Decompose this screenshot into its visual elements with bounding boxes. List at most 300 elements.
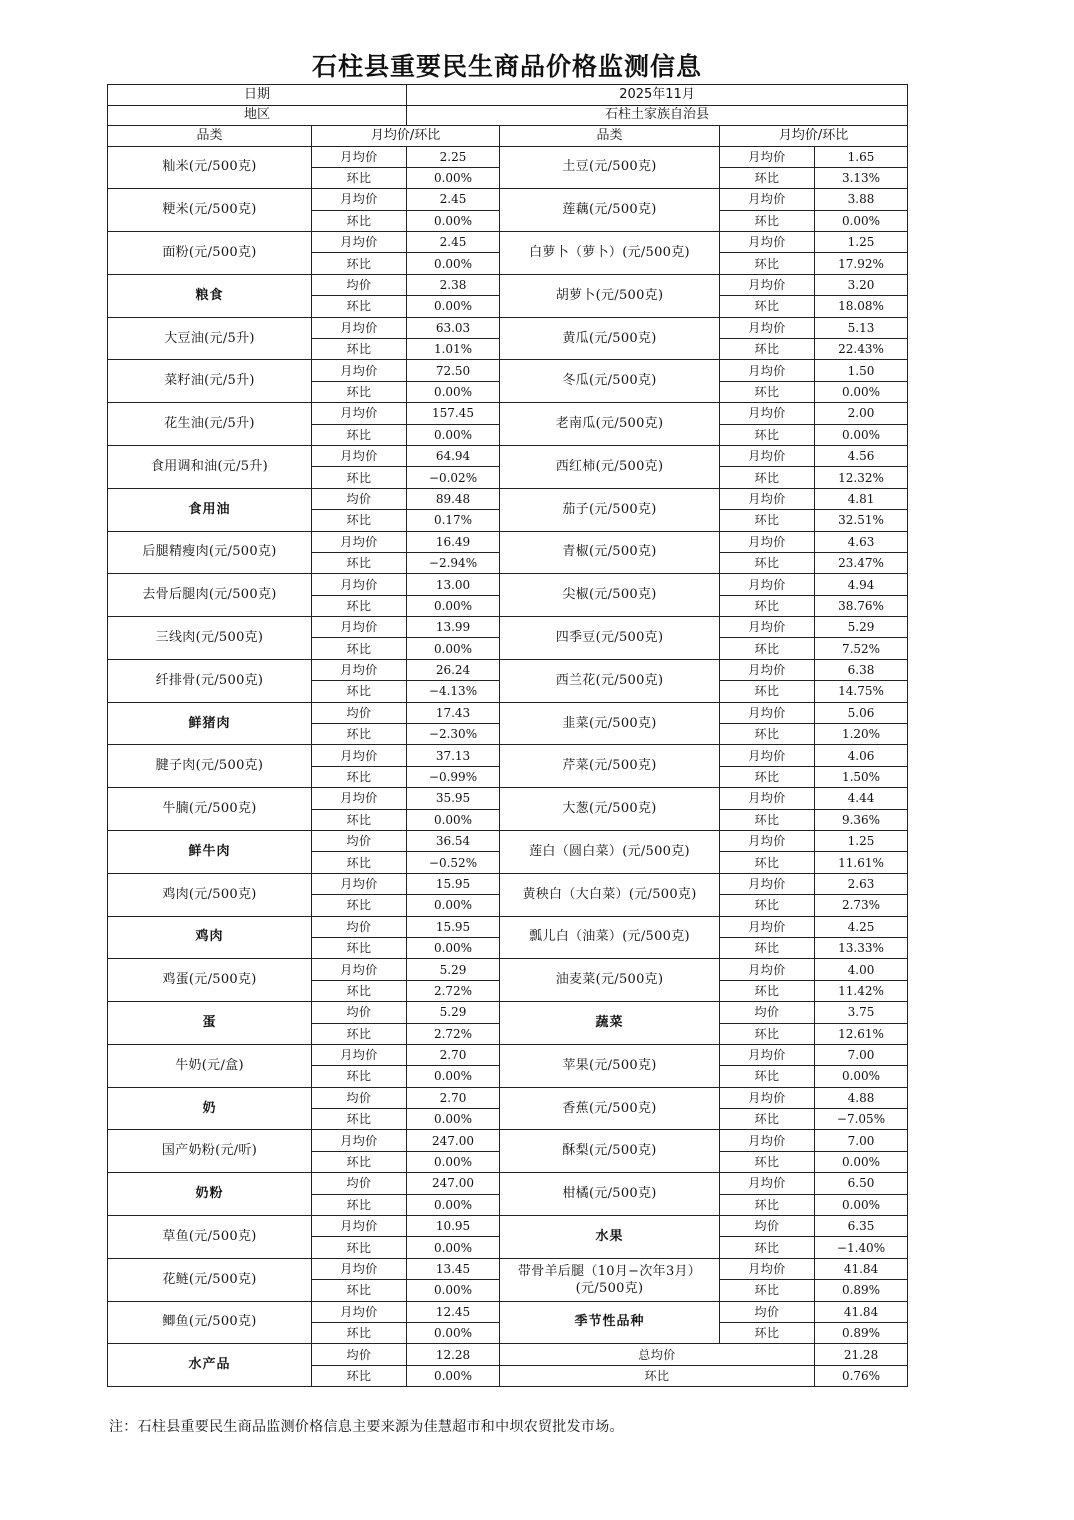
category-name: 鲜猪肉	[108, 702, 312, 745]
region-value: 石柱土家族自治县	[407, 105, 908, 126]
price-value: 89.48	[407, 488, 500, 509]
price-value: 6.35	[815, 1216, 908, 1237]
change-label: 环比	[312, 980, 407, 1001]
price-value: 4.44	[815, 788, 908, 809]
price-value: 2.45	[407, 189, 500, 210]
date-label: 日期	[108, 85, 407, 106]
category-name: 季节性品种	[500, 1301, 720, 1344]
item-name: 瓢儿白（油菜）(元/500克)	[500, 916, 720, 959]
price-value: 72.50	[407, 360, 500, 381]
table-row	[108, 360, 908, 381]
change-label: 环比	[312, 167, 407, 188]
category-name: 奶粉	[108, 1173, 312, 1216]
page-title: 石柱县重要民生商品价格监测信息	[311, 52, 702, 81]
change-value: 0.00%	[407, 1237, 500, 1258]
price-value: 247.00	[407, 1130, 500, 1151]
price-label: 月均价	[720, 831, 815, 852]
price-value: 2.38	[407, 274, 500, 295]
item-name: 食用调和油(元/5升)	[108, 445, 312, 488]
price-value: 13.45	[407, 1258, 500, 1279]
price-value: 16.49	[407, 531, 500, 552]
price-value: 12.28	[407, 1344, 500, 1365]
item-name: 四季豆(元/500克)	[500, 617, 720, 660]
change-value: 0.00%	[407, 1151, 500, 1172]
change-label: 环比	[720, 1023, 815, 1044]
price-value: 13.99	[407, 617, 500, 638]
price-label: 月均价	[312, 745, 407, 766]
table-row	[108, 1002, 908, 1023]
price-value: 63.03	[407, 317, 500, 338]
change-value: 0.00%	[815, 1194, 908, 1215]
change-value: 38.76%	[815, 595, 908, 616]
price-value: 7.00	[815, 1044, 908, 1065]
price-label: 均价	[312, 1087, 407, 1108]
table-row	[108, 1130, 908, 1151]
change-label: 环比	[720, 381, 815, 402]
item-name: 黄秧白（大白菜）(元/500克)	[500, 873, 720, 916]
item-name: 柑橘(元/500克)	[500, 1173, 720, 1216]
price-value: 5.29	[407, 959, 500, 980]
price-label: 月均价	[720, 873, 815, 894]
price-label: 均价	[312, 488, 407, 509]
price-label: 均价	[312, 274, 407, 295]
price-value: 41.84	[815, 1301, 908, 1322]
price-label: 均价	[312, 916, 407, 937]
item-name: 鸡蛋(元/500克)	[108, 959, 312, 1002]
price-label: 月均价	[720, 702, 815, 723]
change-label: 环比	[312, 724, 407, 745]
price-label: 月均价	[720, 1258, 815, 1279]
price-label: 月均价	[312, 659, 407, 680]
change-label: 环比	[312, 1365, 407, 1386]
price-label: 月均价	[720, 916, 815, 937]
change-label: 环比	[312, 895, 407, 916]
item-name: 鲫鱼(元/500克)	[108, 1301, 312, 1344]
price-value: 37.13	[407, 745, 500, 766]
price-value: 3.75	[815, 1002, 908, 1023]
item-name: 三线肉(元/500克)	[108, 617, 312, 660]
change-label: 环比	[720, 1151, 815, 1172]
change-value: 0.00%	[407, 1066, 500, 1087]
change-label: 环比	[720, 852, 815, 873]
change-value: 14.75%	[815, 681, 908, 702]
price-value: 2.63	[815, 873, 908, 894]
price-value: 15.95	[407, 873, 500, 894]
price-value: 5.06	[815, 702, 908, 723]
table-row	[108, 1258, 908, 1279]
price-label: 月均价	[720, 959, 815, 980]
price-value: 13.00	[407, 574, 500, 595]
item-name: 黄瓜(元/500克)	[500, 317, 720, 360]
change-value: 2.73%	[815, 895, 908, 916]
change-label: 环比	[312, 424, 407, 445]
region-row	[108, 105, 908, 126]
change-value: 0.00%	[407, 167, 500, 188]
item-name: 菜籽油(元/5升)	[108, 360, 312, 403]
change-value: −0.02%	[407, 467, 500, 488]
item-name: 籼米(元/500克)	[108, 146, 312, 189]
price-value: 10.95	[407, 1216, 500, 1237]
price-label: 月均价	[312, 788, 407, 809]
price-value: 4.25	[815, 916, 908, 937]
item-name: 鸡肉(元/500克)	[108, 873, 312, 916]
item-name: 土豆(元/500克)	[500, 146, 720, 189]
item-name: 花生油(元/5升)	[108, 403, 312, 446]
item-name: 白萝卜（萝卜）(元/500克)	[500, 232, 720, 275]
item-name: 香蕉(元/500克)	[500, 1087, 720, 1130]
change-label: 环比	[312, 1194, 407, 1215]
price-label: 均价	[720, 1002, 815, 1023]
change-label: 环比	[312, 1322, 407, 1343]
price-label: 月均价	[312, 574, 407, 595]
price-value: 1.25	[815, 232, 908, 253]
change-value: 0.00%	[407, 424, 500, 445]
table-row	[108, 274, 908, 295]
item-name: 莲藕(元/500克)	[500, 189, 720, 232]
price-label: 月均价	[312, 189, 407, 210]
table-row	[108, 232, 908, 253]
change-label: 环比	[720, 510, 815, 531]
price-label: 月均价	[720, 317, 815, 338]
price-value: 17.43	[407, 702, 500, 723]
price-value: 6.50	[815, 1173, 908, 1194]
item-name: 韭菜(元/500克)	[500, 702, 720, 745]
column-header-row	[108, 126, 908, 147]
change-value: 17.92%	[815, 253, 908, 274]
table-row	[108, 702, 908, 723]
change-label: 环比	[720, 552, 815, 573]
price-value: 157.45	[407, 403, 500, 424]
price-value: 2.45	[407, 232, 500, 253]
change-value: 0.00%	[407, 1280, 500, 1301]
price-label: 月均价	[312, 403, 407, 424]
table-row	[108, 959, 908, 980]
table-row	[108, 488, 908, 509]
change-value: 7.52%	[815, 638, 908, 659]
price-value: 26.24	[407, 659, 500, 680]
table-row	[108, 445, 908, 466]
change-label: 环比	[720, 167, 815, 188]
change-label: 环比	[312, 1280, 407, 1301]
item-name: 芹菜(元/500克)	[500, 745, 720, 788]
item-name: 粳米(元/500克)	[108, 189, 312, 232]
price-value: 4.81	[815, 488, 908, 509]
price-value: 6.38	[815, 659, 908, 680]
change-value: 0.00%	[815, 381, 908, 402]
price-value: 12.45	[407, 1301, 500, 1322]
price-label: 均价	[312, 1173, 407, 1194]
price-label: 月均价	[312, 1130, 407, 1151]
table-row	[108, 1216, 908, 1237]
price-table	[107, 84, 908, 1387]
item-name: 后腿精瘦肉(元/500克)	[108, 531, 312, 574]
price-value: 4.94	[815, 574, 908, 595]
price-value: 36.54	[407, 831, 500, 852]
item-name: 茄子(元/500克)	[500, 488, 720, 531]
change-value: 13.33%	[815, 937, 908, 958]
change-label: 环比	[720, 681, 815, 702]
price-header-right: 月均价/环比	[720, 126, 908, 147]
change-label: 环比	[720, 595, 815, 616]
price-label: 月均价	[312, 959, 407, 980]
price-label: 月均价	[720, 189, 815, 210]
price-label: 月均价	[720, 617, 815, 638]
change-label: 环比	[720, 339, 815, 360]
table-row	[108, 146, 908, 167]
change-value: 18.08%	[815, 296, 908, 317]
price-label: 月均价	[720, 146, 815, 167]
item-name: 胡萝卜(元/500克)	[500, 274, 720, 317]
price-label: 月均价	[720, 788, 815, 809]
category-name: 蛋	[108, 1002, 312, 1045]
price-value: 4.63	[815, 531, 908, 552]
price-label: 月均价	[720, 1130, 815, 1151]
table-row	[108, 403, 908, 424]
price-label: 月均价	[312, 531, 407, 552]
change-label: 环比	[312, 1237, 407, 1258]
price-header-left: 月均价/环比	[312, 126, 500, 147]
table-row	[108, 317, 908, 338]
change-label: 环比	[720, 1109, 815, 1130]
category-name: 食用油	[108, 488, 312, 531]
price-label: 月均价	[720, 232, 815, 253]
price-label: 均价	[312, 702, 407, 723]
price-value: 5.13	[815, 317, 908, 338]
table-row	[108, 531, 908, 552]
change-value: 1.20%	[815, 724, 908, 745]
price-label: 均价	[312, 1002, 407, 1023]
price-value: 35.95	[407, 788, 500, 809]
change-value: 1.50%	[815, 766, 908, 787]
change-value: −2.30%	[407, 724, 500, 745]
price-label: 月均价	[720, 659, 815, 680]
price-value: 4.56	[815, 445, 908, 466]
item-name: 草鱼(元/500克)	[108, 1216, 312, 1259]
change-value: 0.17%	[407, 510, 500, 531]
price-value: 5.29	[815, 617, 908, 638]
change-label: 环比	[720, 980, 815, 1001]
price-value: 2.25	[407, 146, 500, 167]
footnote: 注：石柱县重要民生商品监测价格信息主要来源为佳慧超市和中坝农贸批发市场。	[109, 1419, 624, 1435]
item-name: 酥梨(元/500克)	[500, 1130, 720, 1173]
date-value: 2025年11月	[407, 85, 908, 106]
change-label: 环比	[720, 1194, 815, 1215]
item-name: 西兰花(元/500克)	[500, 659, 720, 702]
change-label: 环比	[312, 766, 407, 787]
change-value: 0.00%	[407, 1194, 500, 1215]
item-name: 老南瓜(元/500克)	[500, 403, 720, 446]
date-row	[108, 85, 908, 106]
table-row	[108, 1087, 908, 1108]
change-label: 环比	[720, 1280, 815, 1301]
item-name: 面粉(元/500克)	[108, 232, 312, 275]
change-label: 环比	[720, 809, 815, 830]
item-name: 尖椒(元/500克)	[500, 574, 720, 617]
change-value: 0.00%	[815, 424, 908, 445]
change-label: 环比	[720, 296, 815, 317]
table-row	[108, 831, 908, 852]
change-value: 12.61%	[815, 1023, 908, 1044]
price-label: 月均价	[312, 873, 407, 894]
table-row	[108, 745, 908, 766]
change-label: 环比	[312, 552, 407, 573]
price-value: 15.95	[407, 916, 500, 937]
change-label: 环比	[720, 724, 815, 745]
item-name: 去骨后腿肉(元/500克)	[108, 574, 312, 617]
price-label: 月均价	[720, 274, 815, 295]
price-label: 月均价	[312, 445, 407, 466]
price-label: 月均价	[720, 1087, 815, 1108]
change-label: 环比	[720, 638, 815, 659]
price-label: 月均价	[312, 1258, 407, 1279]
change-value: −0.99%	[407, 766, 500, 787]
price-label: 月均价	[720, 531, 815, 552]
price-label: 均价	[720, 1216, 815, 1237]
price-label: 月均价	[312, 360, 407, 381]
price-value: 2.00	[815, 403, 908, 424]
table-row	[108, 189, 908, 210]
change-label: 环比	[312, 467, 407, 488]
price-label: 月均价	[312, 146, 407, 167]
change-value: 0.00%	[407, 253, 500, 274]
change-value: 22.43%	[815, 339, 908, 360]
table-row	[108, 574, 908, 595]
price-label: 月均价	[720, 1044, 815, 1065]
total-average-value: 21.28	[815, 1344, 908, 1365]
change-value: 0.00%	[407, 895, 500, 916]
price-label: 均价	[312, 1344, 407, 1365]
change-label: 环比	[720, 937, 815, 958]
table-row	[108, 1173, 908, 1194]
change-label: 环比	[312, 1109, 407, 1130]
price-label: 月均价	[720, 574, 815, 595]
change-label: 环比	[720, 895, 815, 916]
item-name: 莲白（圆白菜）(元/500克)	[500, 831, 720, 874]
category-name: 鸡肉	[108, 916, 312, 959]
total-change-value: 0.76%	[815, 1365, 908, 1386]
price-value: 1.65	[815, 146, 908, 167]
change-label: 环比	[312, 510, 407, 531]
change-value: 0.00%	[407, 595, 500, 616]
category-name: 水果	[500, 1216, 720, 1259]
price-label: 月均价	[312, 317, 407, 338]
price-label: 月均价	[312, 1216, 407, 1237]
category-name: 粮食	[108, 274, 312, 317]
price-label: 月均价	[720, 360, 815, 381]
price-value: 1.50	[815, 360, 908, 381]
change-value: 3.13%	[815, 167, 908, 188]
table-row	[108, 873, 908, 894]
item-name: 大葱(元/500克)	[500, 788, 720, 831]
change-label: 环比	[720, 766, 815, 787]
change-value: 23.47%	[815, 552, 908, 573]
change-value: 2.72%	[407, 1023, 500, 1044]
change-label: 环比	[312, 339, 407, 360]
total-change-label: 环比	[500, 1365, 815, 1386]
change-value: −0.52%	[407, 852, 500, 873]
change-value: 11.42%	[815, 980, 908, 1001]
item-name: 带骨羊后腿（10月−次年3月）(元/500克)	[500, 1258, 720, 1301]
region-label: 地区	[108, 105, 407, 126]
item-name: 苹果(元/500克)	[500, 1044, 720, 1087]
table-row	[108, 1044, 908, 1065]
change-value: 1.01%	[407, 339, 500, 360]
item-name: 大豆油(元/5升)	[108, 317, 312, 360]
change-label: 环比	[312, 809, 407, 830]
table-row	[108, 1301, 908, 1322]
change-value: −4.13%	[407, 681, 500, 702]
category-name: 水产品	[108, 1344, 312, 1387]
price-value: 7.00	[815, 1130, 908, 1151]
price-value: 4.00	[815, 959, 908, 980]
item-name: 牛腩(元/500克)	[108, 788, 312, 831]
price-value: 64.94	[407, 445, 500, 466]
price-value: 3.88	[815, 189, 908, 210]
price-label: 月均价	[720, 488, 815, 509]
change-label: 环比	[312, 1023, 407, 1044]
price-value: 247.00	[407, 1173, 500, 1194]
item-name: 西红柿(元/500克)	[500, 445, 720, 488]
change-value: 12.32%	[815, 467, 908, 488]
change-label: 环比	[312, 296, 407, 317]
change-label: 环比	[312, 210, 407, 231]
table-row	[108, 916, 908, 937]
change-label: 环比	[720, 1237, 815, 1258]
price-label: 月均价	[720, 1173, 815, 1194]
price-label: 月均价	[720, 445, 815, 466]
price-label: 均价	[312, 831, 407, 852]
change-value: 0.00%	[407, 937, 500, 958]
change-value: 11.61%	[815, 852, 908, 873]
change-value: 2.72%	[407, 980, 500, 1001]
category-name: 鲜牛肉	[108, 831, 312, 874]
item-name: 牛奶(元/盒)	[108, 1044, 312, 1087]
table-row	[108, 617, 908, 638]
price-label: 月均价	[312, 232, 407, 253]
item-name: 腱子肉(元/500克)	[108, 745, 312, 788]
item-name: 纤排骨(元/500克)	[108, 659, 312, 702]
category-header-right: 品类	[500, 126, 720, 147]
table-row	[108, 1344, 908, 1365]
price-label: 月均价	[312, 617, 407, 638]
item-name: 国产奶粉(元/听)	[108, 1130, 312, 1173]
change-label: 环比	[720, 1322, 815, 1343]
change-value: 9.36%	[815, 809, 908, 830]
item-name: 冬瓜(元/500克)	[500, 360, 720, 403]
item-name: 油麦菜(元/500克)	[500, 959, 720, 1002]
change-label: 环比	[312, 937, 407, 958]
change-value: 0.00%	[815, 1151, 908, 1172]
change-label: 环比	[312, 852, 407, 873]
change-value: 0.00%	[407, 1109, 500, 1130]
price-label: 月均价	[312, 1301, 407, 1322]
change-value: 0.00%	[407, 296, 500, 317]
change-label: 环比	[720, 424, 815, 445]
price-value: 5.29	[407, 1002, 500, 1023]
change-value: 0.89%	[815, 1280, 908, 1301]
category-name: 蔬菜	[500, 1002, 720, 1045]
change-value: −2.94%	[407, 552, 500, 573]
change-value: 0.89%	[815, 1322, 908, 1343]
price-value: 2.70	[407, 1044, 500, 1065]
change-label: 环比	[720, 210, 815, 231]
change-value: −7.05%	[815, 1109, 908, 1130]
price-value: 4.88	[815, 1087, 908, 1108]
change-value: 0.00%	[815, 210, 908, 231]
change-label: 环比	[312, 1066, 407, 1087]
price-value: 4.06	[815, 745, 908, 766]
total-average-label: 总均价	[500, 1344, 815, 1365]
